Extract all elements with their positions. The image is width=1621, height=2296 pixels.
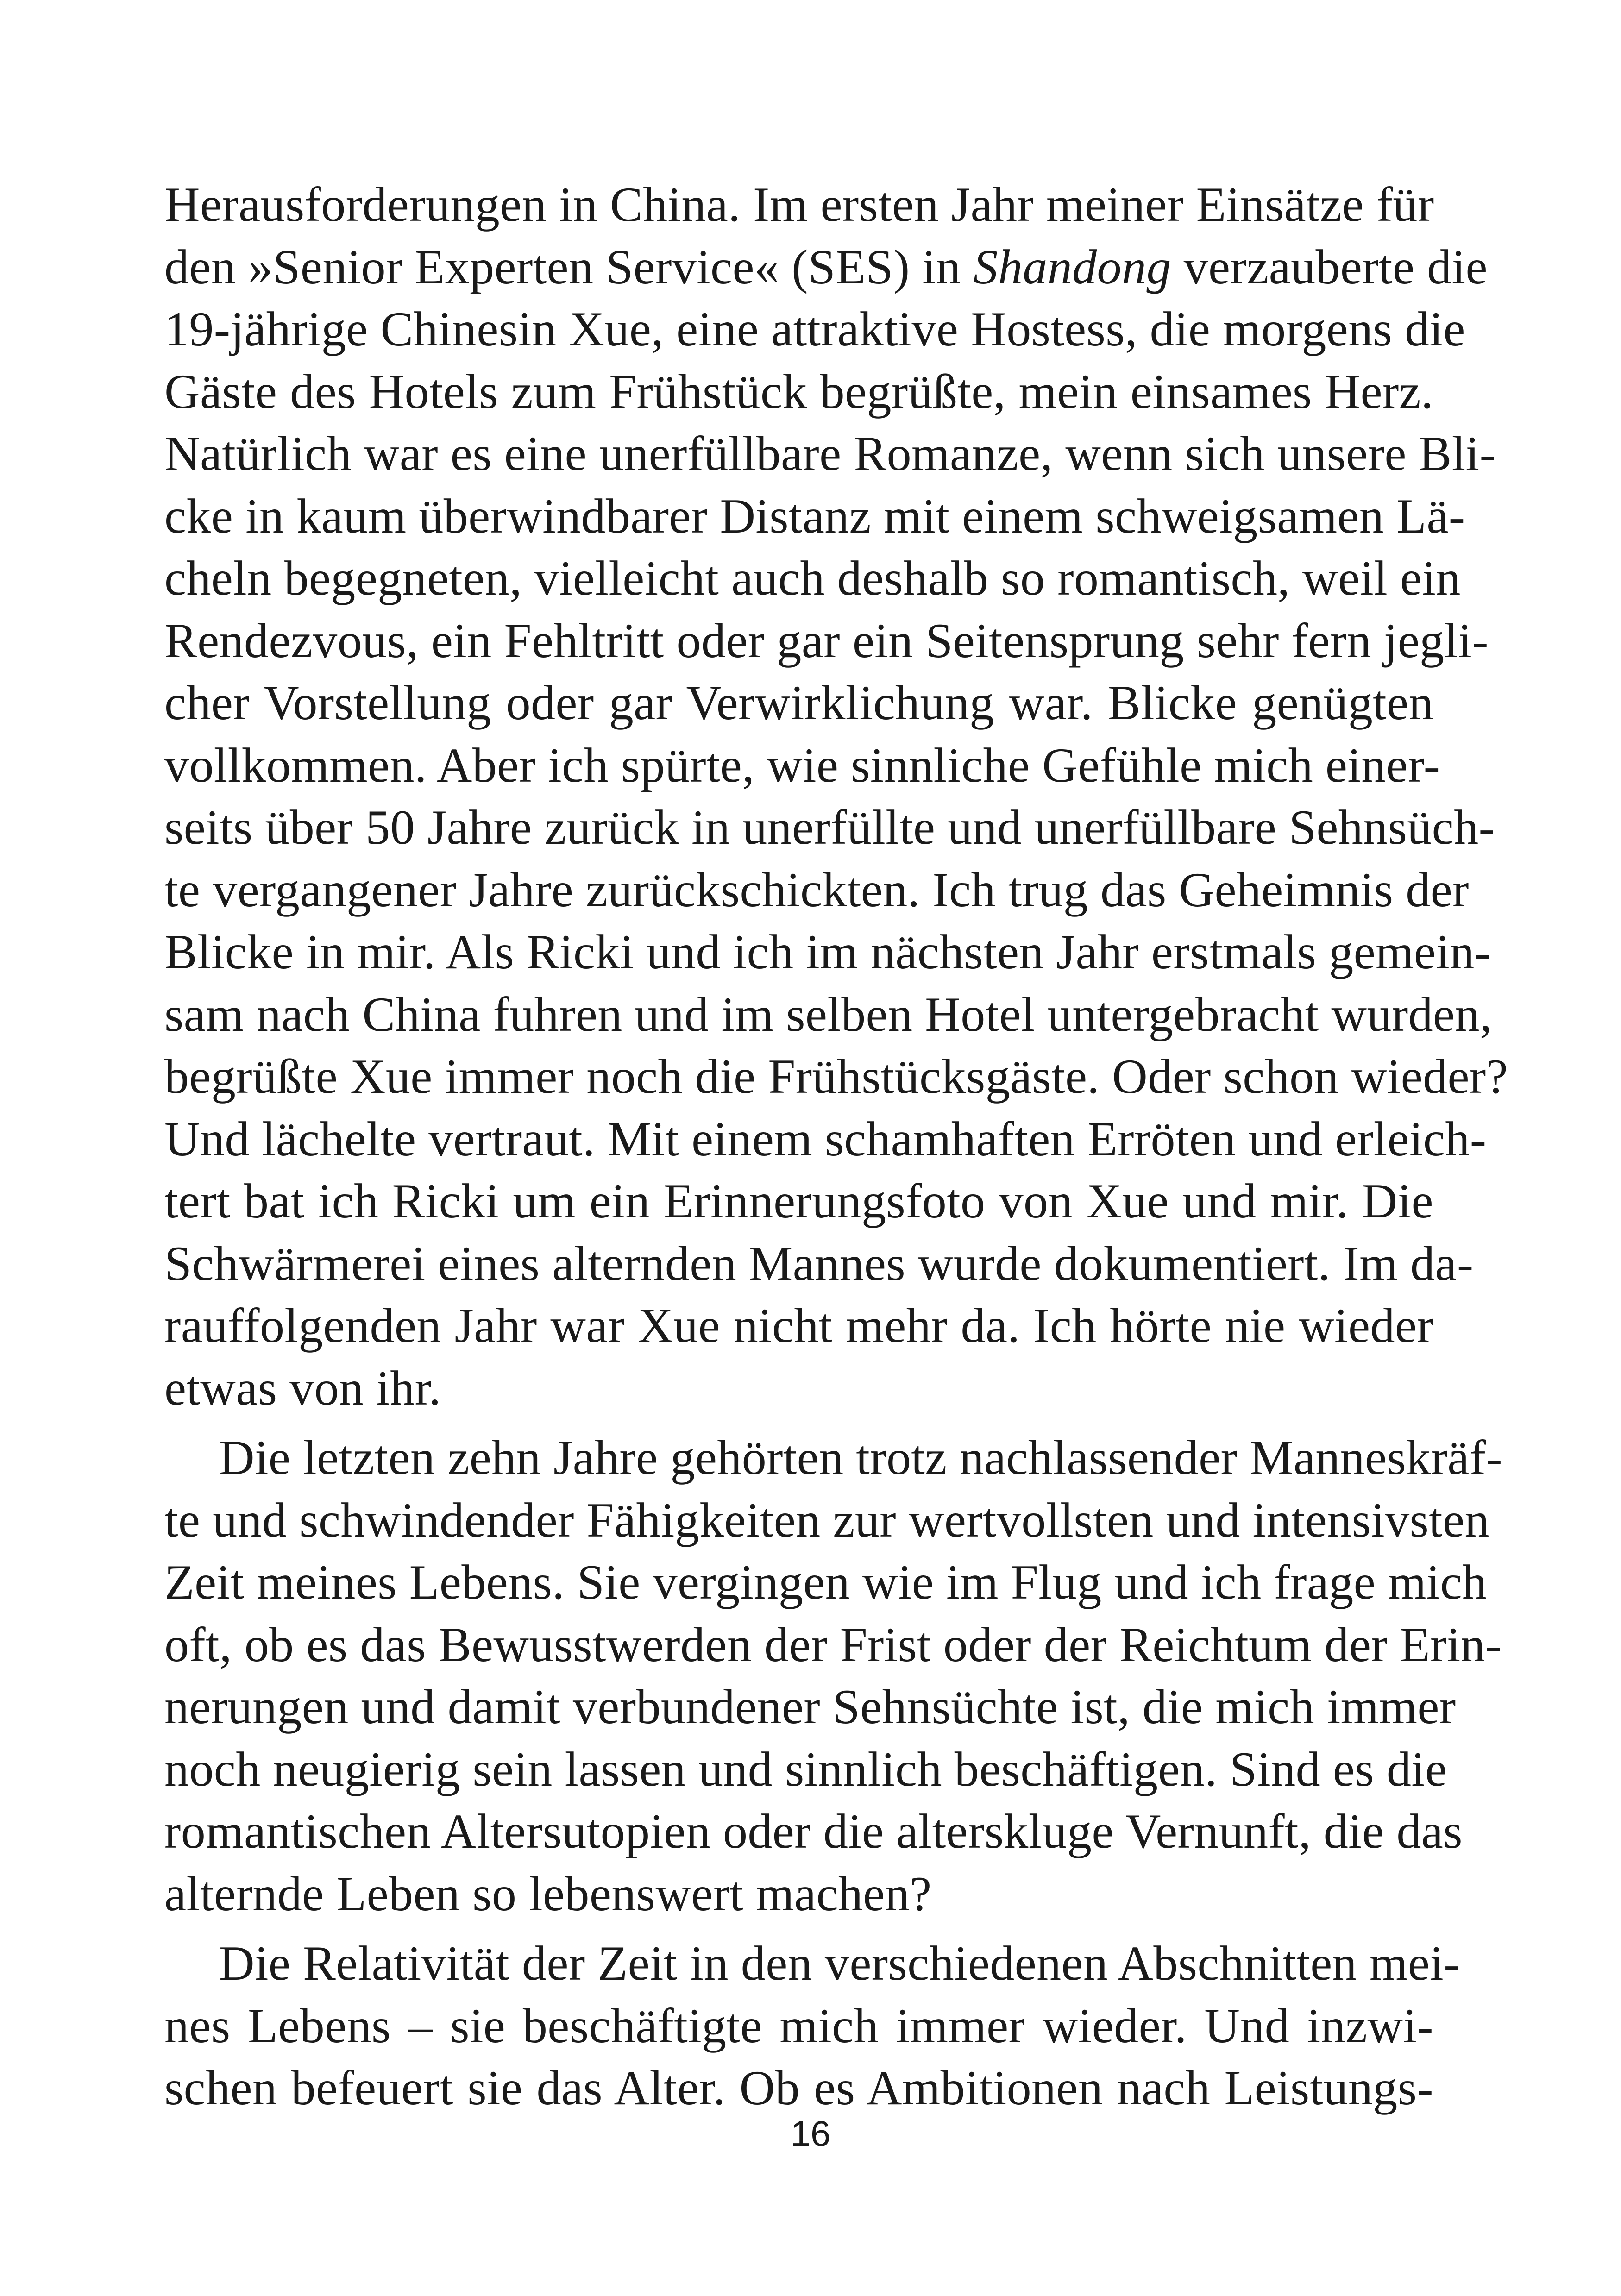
text-line: sam nach China fuhren und im selben Hotel untergebracht wurden, [164,987,1492,1041]
text-line: cheln begegneten, vielleicht auch deshalb so romantisch, weil ein [164,551,1461,605]
italic-place-name: Shandong [973,239,1171,294]
text-line: vollkommen. Aber ich spürte, wie sinnliche Gefühle mich einer- [164,738,1440,792]
text-line: nes Lebens – sie beschäftigte mich immer wieder. Und inzwi- [164,1998,1433,2053]
text-line: begrüßte Xue immer noch die Frühstücksgäste. Oder schon wieder? [164,1049,1508,1104]
text-line: Und lächelte vertraut. Mit einem schamhaften Erröten und erleich- [164,1111,1487,1166]
text-line: nerungen und damit verbundener Sehnsüchte ist, die mich immer [164,1680,1456,1734]
text-line: noch neugierig sein lassen und sinnlich beschäftigen. Sind es die [164,1742,1447,1796]
text-line: Die Relativität der Zeit in den verschiedenen Abschnitten mei- [219,1936,1460,1990]
text-line: alternde Leben so lebenswert machen? [164,1866,932,1921]
text-line: Natürlich war es eine unerfüllbare Romanze, wenn sich unsere Bli- [164,427,1496,481]
text-line: Schwärmerei eines alternden Mannes wurde dokumentiert. Im da- [164,1236,1474,1291]
text-line: Herausforderungen in China. Im ersten Jahr meiner Einsätze für [164,177,1434,232]
text-line: etwas von ihr. [164,1361,441,1415]
text-line: den »Senior Experten Service« (SES) in Shandong verzauberte die [164,239,1488,294]
text-line: 19-jährige Chinesin Xue, eine attraktive Hostess, die morgens die [164,302,1465,356]
text-line: oft, ob es das Bewusstwerden der Frist oder der Reichtum der Erin- [164,1617,1502,1672]
body-text [164,174,1508,2120]
text-line: Rendezvous, ein Fehltritt oder gar ein Seitensprung sehr fern jegli- [164,613,1489,668]
text-line: Die letzten zehn Jahre gehörten trotz nachlassender Manneskräf- [219,1430,1503,1485]
text-line: romantischen Altersutopien oder die alterskluge Vernunft, die das [164,1804,1463,1858]
text-line: te vergangener Jahre zurückschickten. Ich trug das Geheimnis der [164,862,1469,917]
text-line: cke in kaum überwindbarer Distanz mit einem schweigsamen Lä- [164,489,1465,543]
text-line: schen befeuert sie das Alter. Ob es Ambitionen nach Leistungs- [164,2061,1433,2115]
text-line: Blicke in mir. Als Ricki und ich im nächsten Jahr erstmals gemein- [164,925,1491,979]
text-line: Zeit meines Lebens. Sie vergingen wie im Flug und ich frage mich [164,1555,1487,1609]
text-line: tert bat ich Ricki um ein Erinnerungsfoto von Xue und mir. Die [164,1174,1433,1228]
text-line: Gäste des Hotels zum Frühstück begrüßte, mein einsames Herz. [164,364,1433,419]
text-line: te und schwindender Fähigkeiten zur wertvollsten und intensivsten [164,1493,1489,1547]
page-number: 16 [790,2113,831,2154]
text-line: rauffolgenden Jahr war Xue nicht mehr da. Ich hörte nie wieder [164,1299,1433,1353]
text-line: cher Vorstellung oder gar Verwirklichung war. Blicke genügten [164,676,1433,730]
text-line: seits über 50 Jahre zurück in unerfüllte und unerfüllbare Sehnsüch- [164,800,1495,854]
